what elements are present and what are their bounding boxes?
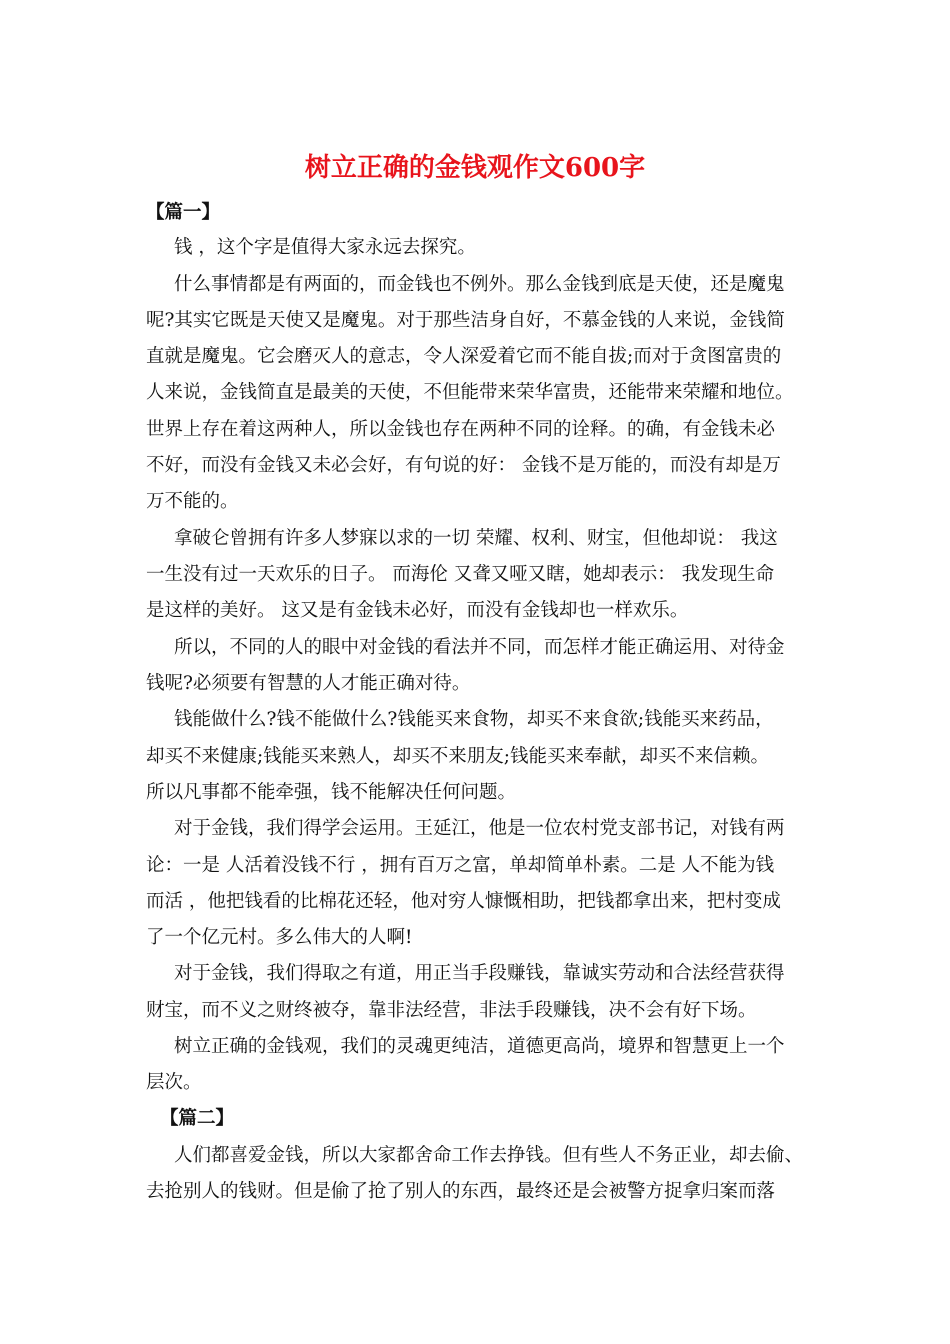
document-title: 树立正确的金钱观作文600字	[304, 153, 646, 183]
paragraph-line: 是这样的美好。 这又是有金钱未必好，而没有金钱却也一样欢乐。	[146, 600, 689, 621]
paragraph-line: 层次。	[146, 1072, 202, 1093]
paragraph-line: 钱能做什么?钱不能做什么?钱能买来食物，却买不来食欲;钱能买来药品，	[174, 709, 774, 730]
paragraph-line: 却买不来健康;钱能买来熟人，却买不来朋友;钱能买来奉献，却买不来信赖。	[146, 746, 769, 767]
paragraph-line: 而活 ，他把钱看的比棉花还轻，他对穷人慷慨相助，把钱都拿出来，把村变成	[146, 891, 781, 912]
paragraph-line: 不好，而没有金钱又未必会好，有句说的好： 金钱不是万能的，而没有却是万	[146, 455, 781, 476]
paragraph-line: 呢?其实它既是天使又是魔鬼。对于那些洁身自好，不慕金钱的人来说，金钱简	[146, 310, 785, 331]
paragraph-line: 了一个亿元村。多么伟大的人啊!	[146, 927, 413, 948]
section-heading: 【篇一】	[146, 202, 221, 223]
paragraph-line: 钱呢?必须要有智慧的人才能正确对待。	[146, 673, 471, 694]
paragraph-line: 万不能的。	[146, 491, 239, 512]
paragraph-line: 所以凡事都不能牵强，钱不能解决任何问题。	[146, 782, 517, 803]
paragraph-line: 拿破仑曾拥有许多人梦寐以求的一切 荣耀、权利、财宝，但他却说： 我这	[174, 528, 778, 549]
section-heading: 【篇二】	[160, 1108, 235, 1129]
paragraph-line: 对于金钱，我们得学会运用。王延江，他是一位农村党支部书记，对钱有两	[174, 818, 785, 839]
paragraph-line: 树立正确的金钱观，我们的灵魂更纯洁，道德更高尚，境界和智慧更上一个	[174, 1036, 785, 1057]
paragraph-line: 钱 ，这个字是值得大家永远去探究。	[174, 237, 476, 258]
paragraph-line: 一生没有过一天欢乐的日子。 而海伦 又聋又哑又瞎，她却表示： 我发现生命	[146, 564, 775, 585]
paragraph-line: 财宝，而不义之财终被夺，靠非法经营，非法手段赚钱，决不会有好下场。	[146, 1000, 757, 1021]
paragraph-line: 世界上存在着这两种人，所以金钱也存在两种不同的诠释。的确，有金钱未必	[146, 419, 776, 440]
paragraph-line: 论：一是 人活着没钱不行 ，拥有百万之富，单却简单朴素。二是 人不能为钱	[146, 855, 775, 876]
paragraph-line: 去抢别人的钱财。但是偷了抢了别人的东西，最终还是会被警方捉拿归案而落	[146, 1181, 776, 1202]
paragraph-line: 人来说，金钱简直是最美的天使，不但能带来荣华富贵，还能带来荣耀和地位。	[146, 382, 794, 403]
paragraph-line: 所以，不同的人的眼中对金钱的看法并不同，而怎样才能正确运用、对待金	[174, 637, 785, 658]
paragraph-line: 什么事情都是有两面的，而金钱也不例外。那么金钱到底是天使，还是魔鬼	[174, 274, 785, 295]
paragraph-line: 人们都喜爱金钱，所以大家都舍命工作去挣钱。但有些人不务正业，却去偷、	[174, 1145, 804, 1166]
paragraph-line: 对于金钱，我们得取之有道，用正当手段赚钱，靠诚实劳动和合法经营获得	[174, 963, 785, 984]
paragraph-line: 直就是魔鬼。它会磨灭人的意志，令人深爱着它而不能自拔;而对于贪图富贵的	[146, 346, 782, 367]
